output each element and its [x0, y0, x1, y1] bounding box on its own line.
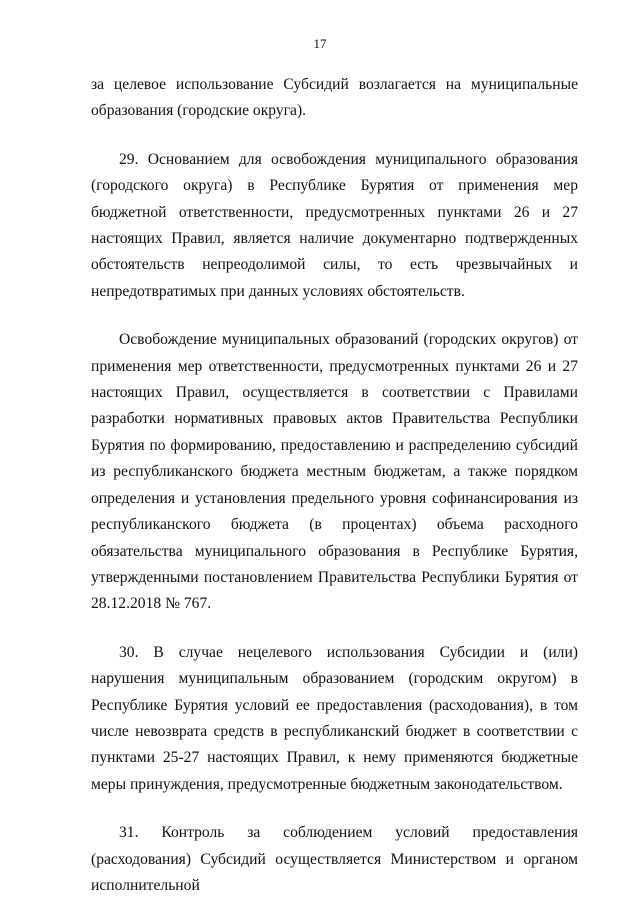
paragraph-exemption: Освобождение муниципальных образований (городских округов) от применения мер ответственности, предусмотренных пунктами 26 и 27 настоящих Правил, осуществляется в соответствии с Правилами разработки нормативных правовых актов Правительства Республики Бурятия по формированию, предоставлению и распределению субсидий из республиканского бюджета местным бюджетам, а также порядком определения и установления предельного уровня софинансирования из республиканского бюджета (в процентах) объема расходного обязательства муниципального образования в Республике Бурятия, утвержденными постановлением Правительства Республики Бурятия от 28.12.2018 № 767. [91, 331, 578, 613]
paragraph-continuation: за целевое использование Субсидий возлагается на муниципальные образования (городские округа). [91, 76, 578, 120]
paragraph-29: 29. Основанием для освобождения муниципального образования (городского округа) в Республике Бурятия от применения мер бюджетной ответственности, предусмотренных пунктами 26 и 27 настоящих Правил, является наличие документарно подтвержденных обстоятельств непреодолимой силы, то есть чрезвычайных и непредотвратимых при данных условиях обстоятельств. [91, 150, 578, 300]
paragraph-30: 30. В случае нецелевого использования Субсидии и (или) нарушения муниципальным образованием (городским округом) в Республике Бурятия условий ее предоставления (расходования), в том числе невозврата средств в республиканский бюджет в соответствии с пунктами 25-27 настоящих Правил, к нему применяются бюджетные меры принуждения, предусмотренные бюджетным законодательством. [91, 643, 578, 793]
page-number: 17 [313, 36, 327, 51]
paragraph-31: 31. Контроль за соблюдением условий предоставления (расходования) Субсидий осуществляется Министерством и органом исполнительной [91, 824, 578, 894]
document-body [91, 72, 578, 921]
